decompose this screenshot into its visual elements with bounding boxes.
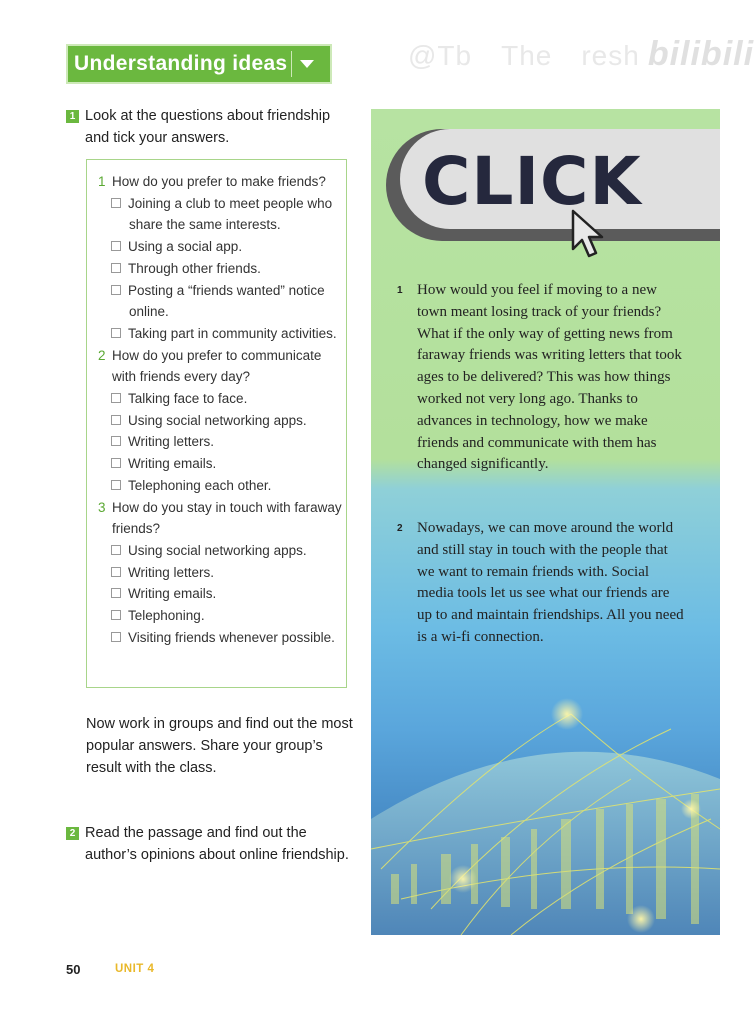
option[interactable] — [98, 193, 346, 236]
option[interactable] — [98, 562, 346, 584]
header-divider — [291, 51, 292, 77]
checkbox-icon[interactable] — [111, 436, 121, 446]
checkbox-icon[interactable] — [111, 588, 121, 598]
question-number: 3 — [98, 499, 106, 515]
option-label: Telephoning. — [128, 608, 205, 624]
task-1-number: 1 — [66, 110, 79, 123]
watermark — [408, 34, 754, 74]
bilibili-logo-icon: bilibili — [647, 35, 754, 73]
unit-label: UNIT 4 — [115, 963, 155, 975]
checkbox-icon[interactable] — [111, 285, 121, 295]
question-number: 1 — [98, 174, 106, 189]
banner-title: CLICK — [422, 143, 642, 220]
option-label: Writing emails. — [128, 586, 217, 602]
option[interactable] — [98, 280, 346, 323]
option[interactable] — [98, 605, 346, 627]
question-text: How do you stay in touch with faraway friends? — [112, 499, 342, 537]
paragraph-text: Nowadays, we can move around the world and still stay in touch with the people that we want to remain friends with. Social media tools let us see what our friends are up to and maintain friendships. All you need is a wi-fi connection. — [417, 520, 684, 645]
checkbox-icon[interactable] — [111, 393, 121, 403]
option[interactable] — [98, 410, 346, 432]
question-2 — [98, 345, 346, 497]
checkbox-icon[interactable] — [111, 610, 121, 620]
checkbox-icon[interactable] — [111, 241, 121, 251]
option-label: Through other friends. — [128, 260, 261, 276]
group-instruction: Now work in groups and find out the most popular answers. Share your group’s result with the class. — [86, 716, 353, 776]
mouse-pointer-icon — [569, 209, 611, 259]
task-2 — [66, 822, 356, 866]
option[interactable] — [98, 236, 346, 258]
option-label: Taking part in community activities. — [128, 325, 337, 341]
paragraph-number: 1 — [397, 285, 403, 296]
option-label: Writing letters. — [128, 434, 215, 450]
chevron-down-icon[interactable] — [300, 60, 314, 68]
option[interactable] — [98, 258, 346, 280]
option[interactable] — [98, 583, 346, 605]
checkbox-icon[interactable] — [111, 458, 121, 468]
click-banner — [386, 129, 720, 241]
option[interactable] — [98, 627, 346, 649]
page-number: 50 — [66, 962, 81, 977]
option-label: Using social networking apps. — [128, 542, 307, 558]
question-1 — [98, 171, 346, 345]
questionnaire-box — [86, 159, 347, 688]
checkbox-icon[interactable] — [111, 567, 121, 577]
task-1 — [66, 105, 356, 149]
passage-paragraph-1 — [397, 280, 687, 476]
section-header — [66, 44, 332, 84]
task-2-instruction: Read the passage and find out the author’s opinions about online friendship. — [85, 825, 349, 863]
question-text: How do you prefer to communicate with friends every day? — [112, 347, 322, 385]
checkbox-icon[interactable] — [111, 328, 121, 338]
paragraph-text: How would you feel if moving to a new town meant losing track of your friends? What if the only way of getting news from faraway friends was writing letters that took ages to be delivered? This was how things worked not very long ago. Thanks to advances in technology, how we make friends and communicate with them has changed significantly. — [417, 282, 682, 473]
option-label: Writing emails. — [128, 456, 217, 472]
checkbox-icon[interactable] — [111, 545, 121, 555]
question-number: 2 — [98, 347, 106, 363]
option-label: Using social networking apps. — [128, 412, 307, 428]
option[interactable] — [98, 475, 346, 497]
option-label: Posting a “friends wanted” notice online. — [128, 282, 325, 320]
task-1-instruction: Look at the questions about friendship and tick your answers. — [85, 108, 331, 146]
city-network-illustration — [371, 669, 720, 935]
option-label: Writing letters. — [128, 564, 215, 580]
option-label: Joining a club to meet people who share the same interests. — [128, 195, 333, 233]
option-label: Using a social app. — [128, 239, 243, 255]
checkbox-icon[interactable] — [111, 263, 121, 273]
checkbox-icon[interactable] — [111, 198, 121, 208]
option[interactable] — [98, 540, 346, 562]
option-label: Telephoning each other. — [128, 477, 272, 493]
task-2-number: 2 — [66, 827, 79, 840]
option[interactable] — [98, 453, 346, 475]
passage-panel — [371, 109, 720, 935]
section-title: Understanding ideas — [74, 52, 288, 75]
question-text: How do you prefer to make friends? — [112, 174, 326, 189]
question-3 — [98, 497, 346, 649]
option-label: Talking face to face. — [128, 391, 248, 407]
checkbox-icon[interactable] — [111, 480, 121, 490]
option[interactable] — [98, 431, 346, 453]
option[interactable] — [98, 388, 346, 410]
option[interactable] — [98, 323, 346, 345]
checkbox-icon[interactable] — [111, 632, 121, 642]
checkbox-icon[interactable] — [111, 415, 121, 425]
watermark-text: @Tb The resh — [408, 40, 640, 71]
paragraph-number: 2 — [397, 523, 403, 534]
passage-paragraph-2 — [397, 518, 687, 649]
option-label: Visiting friends whenever possible. — [128, 629, 335, 645]
